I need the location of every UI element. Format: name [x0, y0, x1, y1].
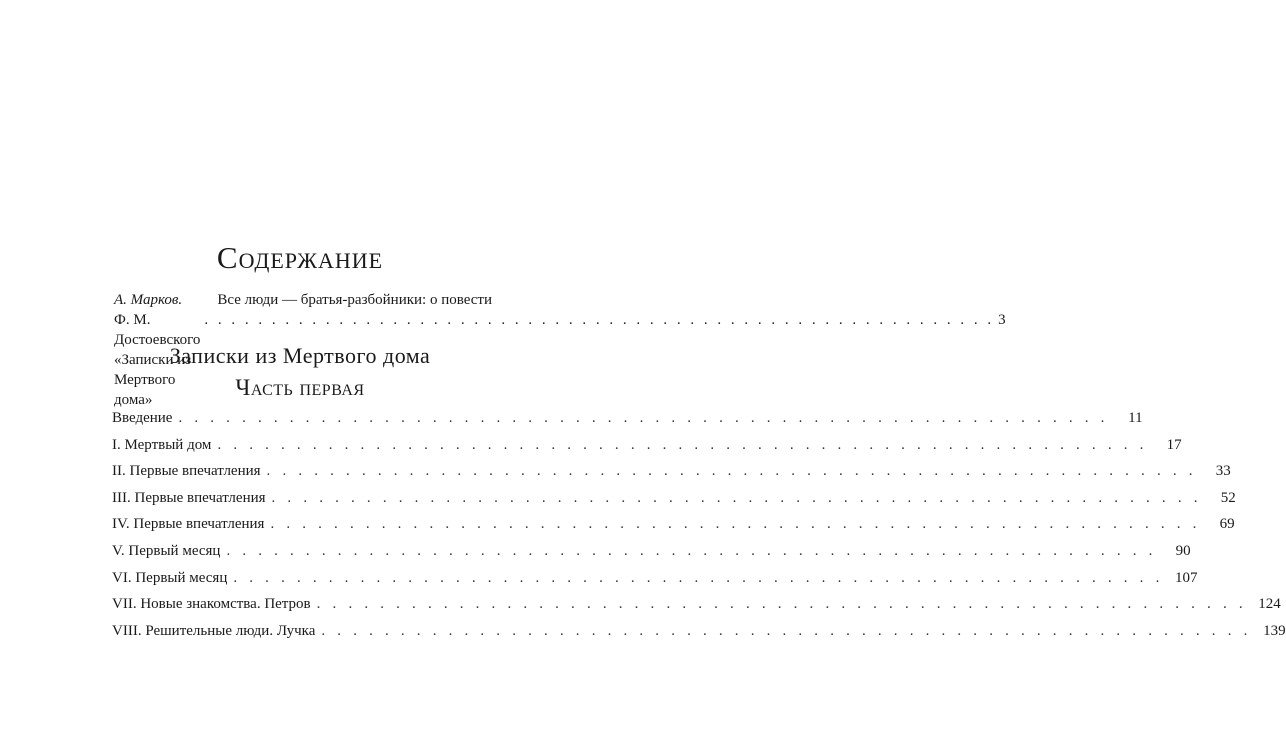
toc-entry: [112, 410, 1143, 437]
toc-entry-page: 90: [1175, 542, 1191, 559]
toc-entry-label: VI. Первый месяц: [112, 569, 228, 586]
toc-entry: [112, 596, 1281, 623]
dot-leader: . . . . . . . . . . . . . . . . . . . . . . . . . . . . . . . . . . . . . . . . . . . . . . . . . . . . . . . . . . .: [178, 410, 1109, 426]
toc-entry-label: I. Мертвый дом: [112, 436, 212, 453]
toc-entry-label: VIII. Решительные люди. Лучка: [112, 622, 316, 639]
intro-line-1: [114, 290, 492, 310]
toc-entry: [112, 463, 1231, 490]
toc-list: [112, 410, 1286, 649]
dot-leader: . . . . . . . . . . . . . . . . . . . . . . . . . . . . . . . . . . . . . . . . . . . . . . . . . . . . . . . . . . .: [204, 312, 995, 328]
work-title: Записки из Мертвого дома: [169, 343, 431, 368]
toc-entry-label: Введение: [112, 410, 173, 426]
toc-entry-label: II. Первые впечатления: [112, 463, 261, 480]
dot-leader: . . . . . . . . . . . . . . . . . . . . . . . . . . . . . . . . . . . . . . . . . . . . . . . . . . . . . . . . . . .: [226, 542, 1157, 559]
toc-entry: [112, 622, 1286, 650]
dot-leader: . . . . . . . . . . . . . . . . . . . . . . . . . . . . . . . . . . . . . . . . . . . . . . . . . . . . . . . . . . .: [217, 436, 1148, 453]
toc-entry: [112, 489, 1236, 517]
intro-page-number: 3: [998, 312, 1006, 328]
toc-entry-page: 69: [1219, 516, 1235, 533]
dot-leader: . . . . . . . . . . . . . . . . . . . . . . . . . . . . . . . . . . . . . . . . . . . . . . . . . . . . . . . . . . .: [321, 622, 1252, 639]
intro-title-part-1: Все люди — братья-разбойники: о повести: [217, 292, 492, 308]
intro-title-part-2: Ф. М. Достоевского «Записки из Мертвого дома»: [114, 312, 201, 408]
toc-entry-label: III. Первые впечатления: [112, 489, 266, 506]
toc-entry-label: IV. Первые впечатления: [112, 516, 265, 533]
dot-leader: . . . . . . . . . . . . . . . . . . . . . . . . . . . . . . . . . . . . . . . . . . . . . . . . . . . . . . . . . . .: [233, 569, 1164, 586]
toc-entry: [112, 569, 1198, 597]
page-title: Содержание: [216, 240, 384, 275]
intro-author: А. Марков.: [114, 292, 183, 308]
toc-entry-label: VII. Новые знакомства. Петров: [112, 596, 311, 613]
toc-entry: [112, 436, 1182, 464]
dot-leader: . . . . . . . . . . . . . . . . . . . . . . . . . . . . . . . . . . . . . . . . . . . . . . . . . . . . . . . . . . .: [266, 463, 1197, 480]
dot-leader: . . . . . . . . . . . . . . . . . . . . . . . . . . . . . . . . . . . . . . . . . . . . . . . . . . . . . . . . . . .: [316, 596, 1247, 613]
toc-entry-page: 52: [1220, 489, 1236, 506]
part-title: Часть первая: [235, 375, 365, 400]
toc-entry: [112, 516, 1235, 543]
dot-leader: . . . . . . . . . . . . . . . . . . . . . . . . . . . . . . . . . . . . . . . . . . . . . . . . . . . . . . . . . . .: [271, 489, 1202, 506]
toc-entry-page: 11: [1128, 410, 1143, 426]
toc-entry-page: 107: [1175, 569, 1198, 586]
toc-entry-label: V. Первый месяц: [112, 542, 221, 559]
toc-entry: [112, 542, 1191, 570]
toc-entry-page: 33: [1215, 463, 1231, 480]
toc-entry-page: 139: [1263, 622, 1286, 639]
dot-leader: . . . . . . . . . . . . . . . . . . . . . . . . . . . . . . . . . . . . . . . . . . . . . . . . . . . . . . . . . . .: [270, 516, 1201, 533]
toc-entry-page: 124: [1258, 596, 1281, 613]
toc-entry-page: 17: [1166, 436, 1182, 453]
